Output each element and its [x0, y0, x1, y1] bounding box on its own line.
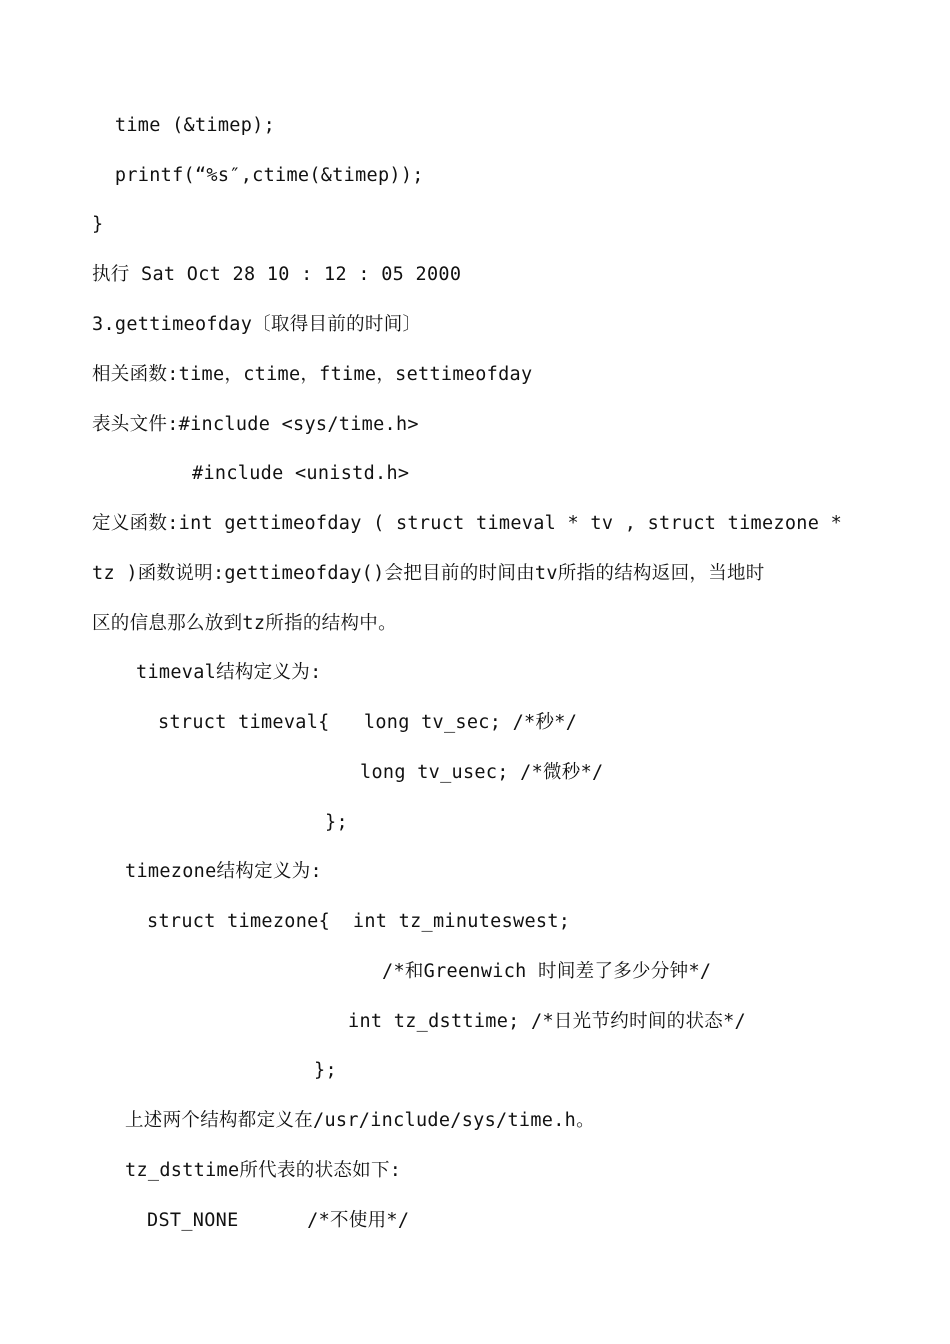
timezone-struct-line-1: struct timezone{ int tz_minuteswest;: [147, 911, 571, 932]
related-functions: 相关函数:time，ctime，ftime，settimeofday: [92, 364, 533, 385]
timezone-definition-label: timezone结构定义为:: [125, 861, 322, 882]
timeval-struct-end: };: [325, 812, 348, 833]
timeval-struct-line-1: struct timeval{ long tv_sec; /*秒*/: [158, 712, 578, 733]
header-file-line-1: 表头文件:#include <sys/time.h>: [92, 414, 419, 435]
code-line-printf: printf(“%s″,ctime(&timep));: [92, 165, 424, 186]
timezone-struct-comment: /*和Greenwich 时间差了多少分钟*/: [382, 961, 712, 982]
code-line-closing-brace: }: [92, 214, 104, 235]
dst-none-entry: DST_NONE /*不使用*/: [147, 1210, 410, 1231]
execution-output: 执行 Sat Oct 28 10 : 12 : 05 2000: [92, 264, 462, 285]
timeval-definition-label: timeval结构定义为:: [136, 662, 322, 683]
header-file-line-2: #include <unistd.h>: [192, 463, 410, 484]
timezone-struct-end: };: [314, 1060, 337, 1081]
code-line-time-call: time (&timep);: [92, 115, 276, 136]
timezone-struct-line-2: int tz_dsttime; /*日光节约时间的状态*/: [348, 1011, 746, 1032]
struct-location-note: 上述两个结构都定义在/usr/include/sys/time.h。: [125, 1110, 595, 1131]
function-description-line-2: 区的信息那么放到tz所指的结构中。: [92, 613, 397, 634]
function-definition: 定义函数:int gettimeofday ( struct timeval * tv , struct timezone *: [92, 513, 843, 534]
section-heading: 3.gettimeofday〔取得目前的时间〕: [92, 314, 422, 335]
dsttime-states-label: tz_dsttime所代表的状态如下:: [125, 1160, 402, 1181]
timeval-struct-line-2: long tv_usec; /*微秒*/: [360, 762, 604, 783]
function-description-line-1: tz )函数说明:gettimeofday()会把目前的时间由tv所指的结构返回，当地时: [92, 563, 765, 584]
